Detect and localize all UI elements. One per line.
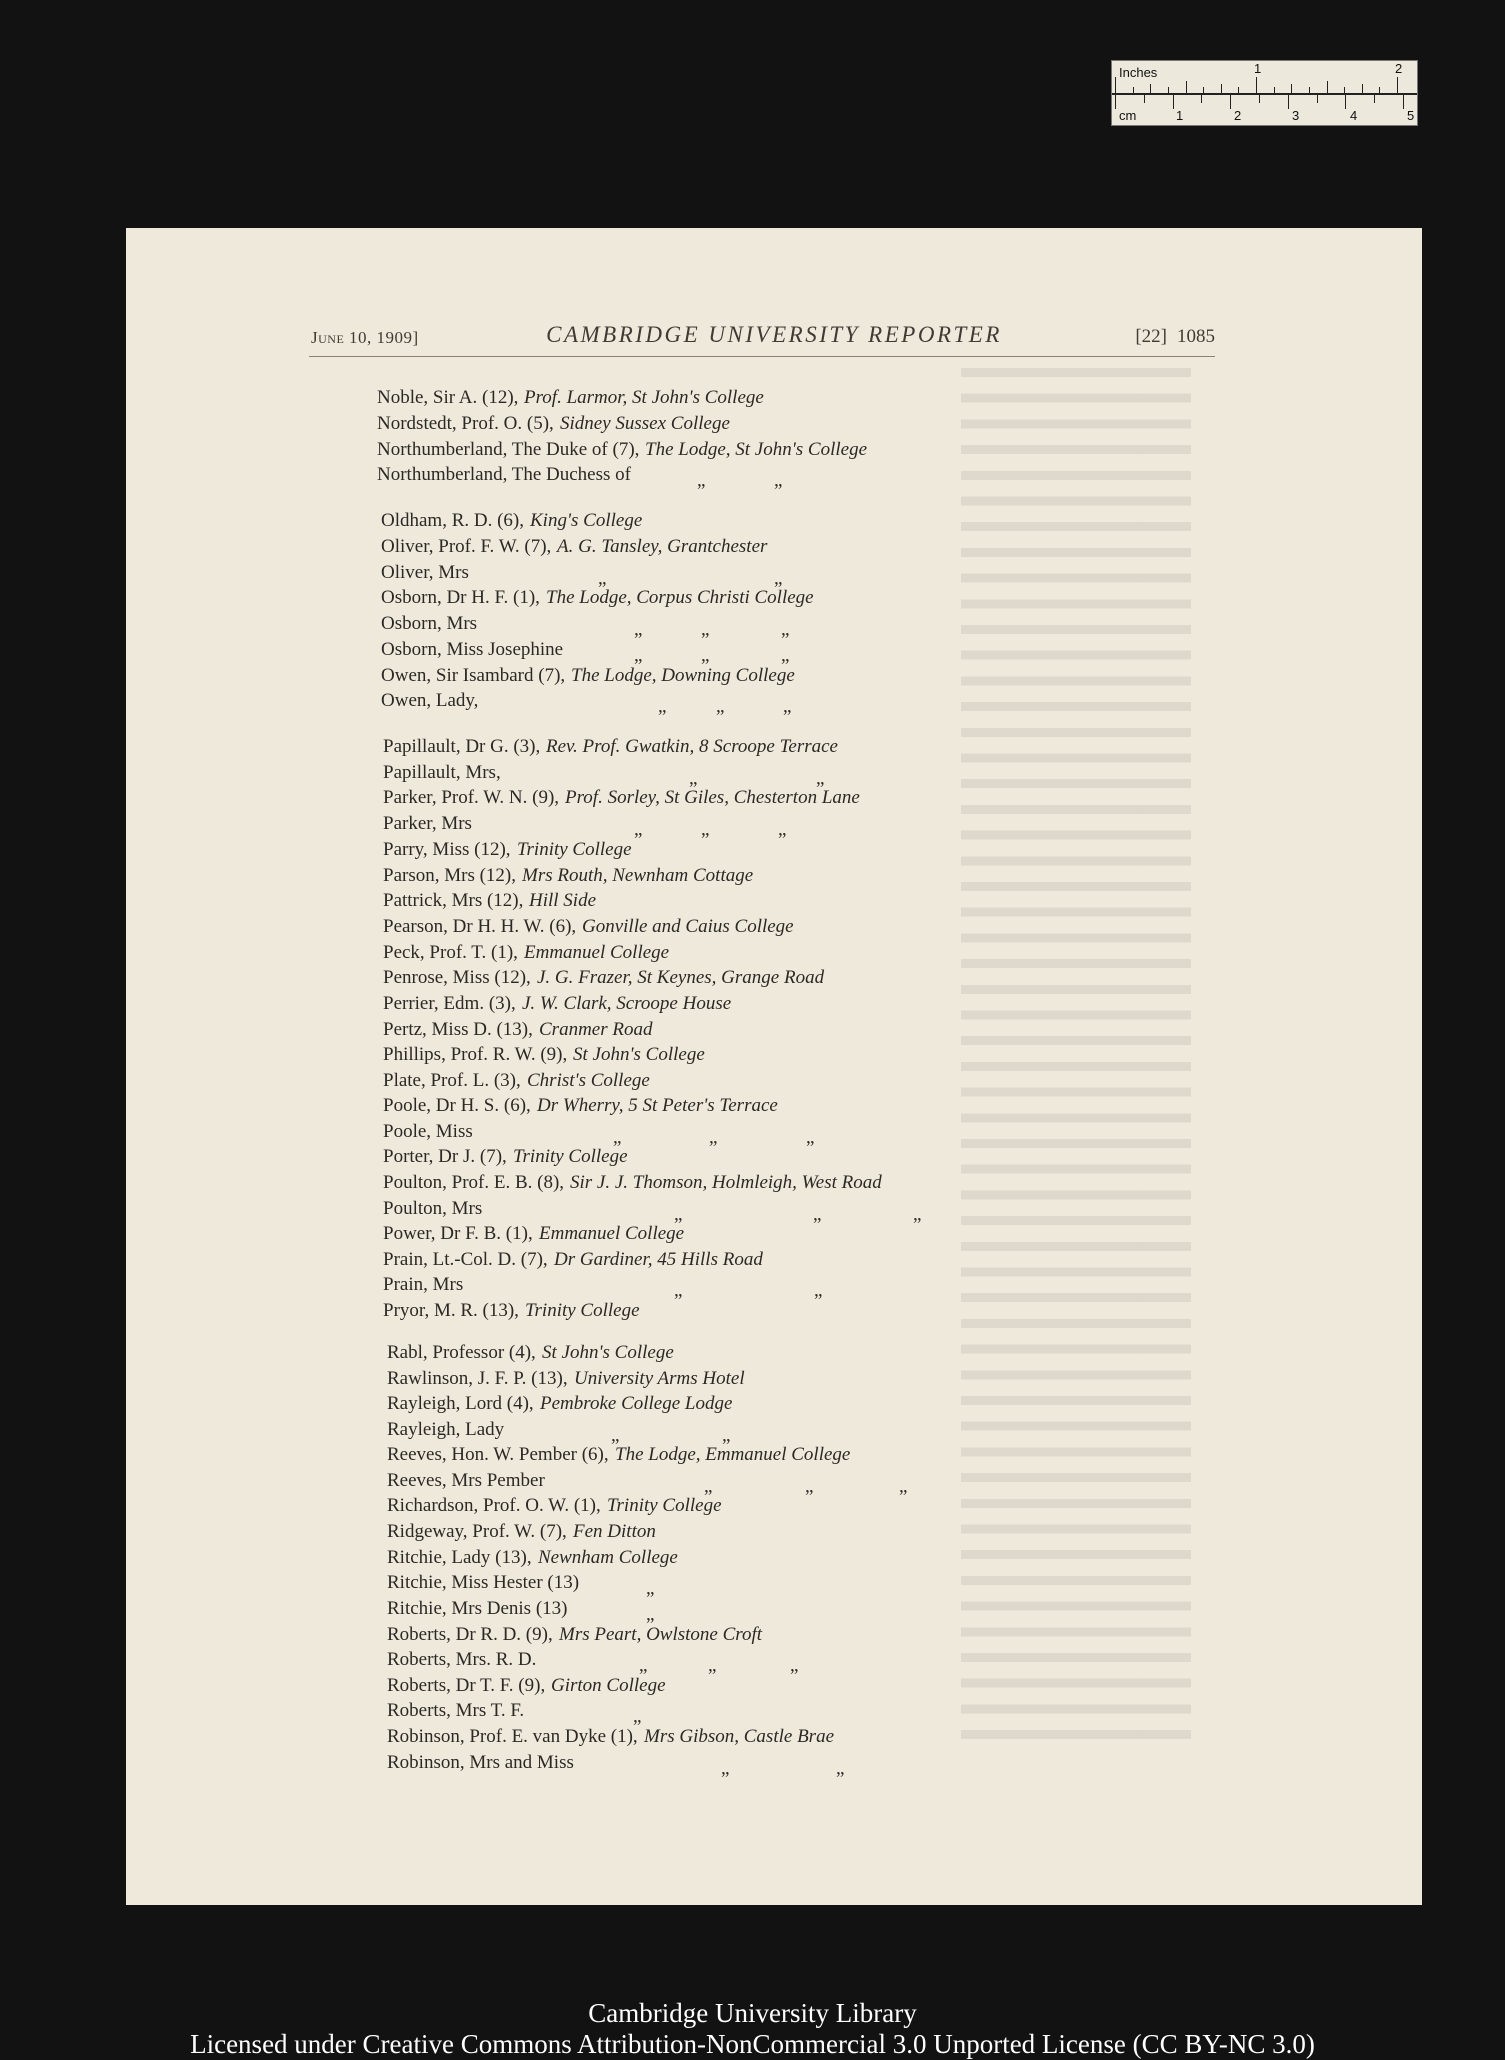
guest-name: Porter, Dr J. (7),: [383, 1146, 507, 1167]
guest-address: Dr Wherry, 5 St Peter's Terrace: [537, 1095, 778, 1116]
list-item: [126, 1274, 1422, 1300]
guest-address: King's College: [530, 510, 643, 531]
ditto-mark: „: [646, 1604, 655, 1625]
ditto-mark: „: [778, 819, 787, 840]
guest-address: Trinity College: [513, 1146, 628, 1167]
ditto-mark: „: [813, 1204, 822, 1225]
ditto-mark: „: [721, 1758, 730, 1779]
ruler-tick: [1327, 81, 1328, 93]
guest-address: J. W. Clark, Scroope House: [522, 993, 732, 1014]
guest-name: Parker, Mrs: [383, 813, 472, 834]
guest-address: Christ's College: [527, 1070, 650, 1091]
list-item: [126, 1470, 1422, 1496]
list-item: [126, 865, 1422, 891]
list-item: [126, 1368, 1422, 1394]
guest-address: Girton College: [551, 1675, 666, 1696]
list-item: [126, 1019, 1422, 1045]
list-item: [126, 1419, 1422, 1445]
guest-address: Trinity College: [607, 1495, 722, 1516]
ditto-mark: „: [716, 696, 725, 717]
ditto-mark: „: [814, 1280, 823, 1301]
ditto-mark: „: [783, 696, 792, 717]
ditto-mark: „: [646, 1578, 655, 1599]
list-item: [126, 1547, 1422, 1573]
guest-address: Sidney Sussex College: [560, 413, 730, 434]
ditto-mark: „: [633, 1706, 642, 1727]
guest-name: Rayleigh, Lord (4),: [387, 1393, 534, 1414]
list-item: [126, 639, 1422, 665]
list-item: [126, 665, 1422, 691]
ruler-inches-label: Inches: [1119, 65, 1158, 80]
list-item: [126, 387, 1422, 413]
guest-address: A. G. Tansley, Grantchester: [557, 536, 768, 557]
ruler-tick: [1173, 95, 1174, 109]
ruler-tick: [1230, 95, 1231, 109]
list-item: [126, 942, 1422, 968]
list-item: [126, 613, 1422, 639]
guest-name: Parson, Mrs (12),: [383, 865, 516, 886]
list-item: [126, 1146, 1422, 1172]
ruler-tick: [1317, 95, 1318, 103]
document-page: [126, 228, 1422, 1905]
list-item: [126, 1342, 1422, 1368]
guest-name: Roberts, Dr T. F. (9),: [387, 1675, 546, 1696]
list-item: [126, 1675, 1422, 1701]
ruler-tick: [1309, 87, 1310, 93]
guest-name: Roberts, Dr R. D. (9),: [387, 1624, 553, 1645]
guest-address: Prof. Larmor, St John's College: [524, 387, 764, 408]
ruler-cm-number: 1: [1176, 108, 1184, 123]
ditto-mark: „: [639, 1655, 648, 1676]
running-header: [126, 324, 1422, 354]
guest-name: Power, Dr F. B. (1),: [383, 1223, 533, 1244]
guest-name: Papillault, Dr G. (3),: [383, 736, 541, 757]
guest-name: Perrier, Edm. (3),: [383, 993, 516, 1014]
guest-address: Rev. Prof. Gwatkin, 8 Scroope Terrace: [546, 736, 838, 757]
guest-name: Plate, Prof. L. (3),: [383, 1070, 521, 1091]
guest-name: Roberts, Mrs T. F.: [387, 1700, 525, 1721]
list-item: [126, 1752, 1422, 1778]
guest-address: J. G. Frazer, St Keynes, Grange Road: [537, 967, 825, 988]
ditto-mark: „: [701, 619, 710, 640]
ditto-mark: „: [816, 768, 825, 789]
ditto-mark: „: [634, 819, 643, 840]
guest-name: Owen, Lady,: [381, 690, 479, 711]
guest-name: Northumberland, The Duke of (7),: [377, 439, 640, 460]
ruler-tick: [1203, 87, 1204, 93]
guest-name: Robinson, Prof. E. van Dyke (1),: [387, 1726, 638, 1747]
ditto-mark: „: [805, 1476, 814, 1497]
guest-address: Cranmer Road: [539, 1019, 653, 1040]
ditto-mark: „: [697, 470, 706, 491]
ruler-tick: [1238, 87, 1239, 93]
license-footer: [0, 1998, 1505, 2060]
ruler-cm-label: cm: [1119, 108, 1137, 123]
list-item: [126, 1598, 1422, 1624]
guest-address: Trinity College: [517, 839, 632, 860]
ditto-mark: „: [708, 1655, 717, 1676]
guest-name: Ridgeway, Prof. W. (7),: [387, 1521, 567, 1542]
ditto-mark: „: [781, 645, 790, 666]
guest-name: Poole, Dr H. S. (6),: [383, 1095, 531, 1116]
guest-name: Rawlinson, J. F. P. (13),: [387, 1368, 568, 1389]
ditto-mark: „: [899, 1476, 908, 1497]
guest-address: Emmanuel College: [524, 942, 670, 963]
guest-name: Reeves, Hon. W. Pember (6),: [387, 1444, 609, 1465]
guest-address: Prof. Sorley, St Giles, Chesterton Lane: [565, 787, 860, 808]
list-item: [126, 1172, 1422, 1198]
list-item: [126, 1521, 1422, 1547]
guest-name: Papillault, Mrs,: [383, 762, 501, 783]
ruler-tick: [1403, 95, 1404, 109]
ruler-tick: [1201, 95, 1202, 103]
guest-name: Roberts, Mrs. R. D.: [387, 1649, 537, 1670]
guest-address: Dr Gardiner, 45 Hills Road: [554, 1249, 763, 1270]
guest-name: Poulton, Mrs: [383, 1198, 483, 1219]
ruler-tick: [1379, 87, 1380, 93]
guest-name: Parry, Miss (12),: [383, 839, 511, 860]
ditto-mark: „: [674, 1204, 683, 1225]
ditto-mark: „: [634, 645, 643, 666]
guest-name: Prain, Mrs: [383, 1274, 464, 1295]
guest-address: The Lodge, Downing College: [571, 665, 795, 686]
list-item: [126, 510, 1422, 536]
guest-name: Pearson, Dr H. H. W. (6),: [383, 916, 577, 937]
guest-name: Northumberland, The Duchess of: [377, 464, 631, 485]
guest-address: Newnham College: [538, 1547, 678, 1568]
list-item: [126, 967, 1422, 993]
list-item: [126, 690, 1422, 716]
guest-name: Prain, Lt.-Col. D. (7),: [383, 1249, 548, 1270]
list-item: [126, 1223, 1422, 1249]
ditto-mark: „: [774, 470, 783, 491]
list-item: [126, 1095, 1422, 1121]
list-item: [126, 1393, 1422, 1419]
list-item: [126, 536, 1422, 562]
scale-ruler: [1111, 60, 1418, 126]
ruler-cm-number: 3: [1292, 108, 1300, 123]
guest-name: Reeves, Mrs Pember: [387, 1470, 545, 1491]
list-item: [126, 1700, 1422, 1726]
guest-address: Emmanuel College: [539, 1223, 685, 1244]
guest-name: Osborn, Dr H. F. (1),: [381, 587, 540, 608]
guest-name: Noble, Sir A. (12),: [377, 387, 519, 408]
ditto-mark: „: [790, 1655, 799, 1676]
list-item: [126, 916, 1422, 942]
list-item: [126, 787, 1422, 813]
list-item: [126, 562, 1422, 588]
ditto-mark: „: [598, 568, 607, 589]
ruler-tick: [1115, 77, 1116, 93]
guest-name: Ritchie, Mrs Denis (13): [387, 1598, 568, 1619]
ruler-tick: [1256, 77, 1257, 93]
list-item: [126, 439, 1422, 465]
list-item: [126, 762, 1422, 788]
list-item: [126, 1044, 1422, 1070]
ditto-mark: „: [836, 1758, 845, 1779]
ditto-mark: „: [774, 568, 783, 589]
ruler-tick: [1115, 95, 1116, 109]
guest-address: Fen Ditton: [573, 1521, 656, 1542]
list-item: [126, 890, 1422, 916]
issue-number: [22]: [1135, 326, 1167, 347]
journal-title: CAMBRIDGE UNIVERSITY REPORTER: [546, 322, 1002, 347]
guest-name: Poulton, Prof. E. B. (8),: [383, 1172, 565, 1193]
ditto-mark: „: [913, 1204, 922, 1225]
license-text: Licensed under Creative Commons Attribution-NonCommercial 3.0 Unported License (CC BY-NC 3.0): [190, 2029, 1315, 2059]
guest-address: Mrs Routh, Newnham Cottage: [522, 865, 754, 886]
ruler-tick: [1291, 84, 1292, 93]
list-item: [126, 1495, 1422, 1521]
list-item: [126, 1300, 1422, 1326]
list-item: [126, 736, 1422, 762]
guest-address: Gonville and Caius College: [582, 916, 794, 937]
guest-name: Poole, Miss: [383, 1121, 473, 1142]
guest-address: Hill Side: [529, 890, 597, 911]
issue-date: June 10, 1909]: [311, 328, 419, 347]
list-item: [126, 1121, 1422, 1147]
guest-name: Pertz, Miss D. (13),: [383, 1019, 533, 1040]
guest-address: The Lodge, Emmanuel College: [615, 1444, 851, 1465]
guest-address: University Arms Hotel: [574, 1368, 745, 1389]
guest-address: Trinity College: [525, 1300, 640, 1321]
list-item: [126, 813, 1422, 839]
guest-name: Ritchie, Lady (13),: [387, 1547, 532, 1568]
ruler-tick: [1133, 87, 1134, 93]
ruler-tick: [1150, 84, 1151, 93]
list-item: [126, 1444, 1422, 1470]
list-item: [126, 413, 1422, 439]
ruler-inch-label: 2: [1395, 61, 1403, 76]
guest-address: St John's College: [573, 1044, 705, 1065]
guest-address: Sir J. J. Thomson, Holmleigh, West Road: [570, 1172, 882, 1193]
guest-address: Pembroke College Lodge: [540, 1393, 733, 1414]
ruler-tick: [1288, 95, 1289, 109]
ruler-tick: [1144, 95, 1145, 103]
list-item: [126, 1624, 1422, 1650]
ditto-mark: „: [658, 696, 667, 717]
page-number: 1085: [1177, 326, 1215, 347]
ditto-mark: „: [689, 768, 698, 789]
guest-name: Nordstedt, Prof. O. (5),: [377, 413, 554, 434]
ruler-inch-label: 1: [1254, 61, 1262, 76]
guest-name: Osborn, Miss Josephine: [381, 639, 564, 660]
ruler-tick: [1168, 87, 1169, 93]
list-item: [126, 1249, 1422, 1275]
list-item: [126, 1726, 1422, 1752]
guest-name: Penrose, Miss (12),: [383, 967, 531, 988]
header-rule: [309, 356, 1215, 357]
ruler-cm-number: 5: [1407, 108, 1415, 123]
ruler-tick: [1362, 84, 1363, 93]
guest-name: Oliver, Mrs: [381, 562, 469, 583]
guest-name: Osborn, Mrs: [381, 613, 478, 634]
guest-name: Phillips, Prof. R. W. (9),: [383, 1044, 568, 1065]
ditto-mark: „: [704, 1476, 713, 1497]
guest-name: Ritchie, Miss Hester (13): [387, 1572, 580, 1593]
list-item: [126, 1649, 1422, 1675]
ruler-tick: [1259, 95, 1260, 103]
ditto-mark: „: [613, 1127, 622, 1148]
ruler-tick: [1344, 87, 1345, 93]
guest-name: Parker, Prof. W. N. (9),: [383, 787, 560, 808]
ruler-tick: [1186, 81, 1187, 93]
ditto-mark: „: [709, 1127, 718, 1148]
guest-name: Rayleigh, Lady: [387, 1419, 505, 1440]
guest-name: Rabl, Professor (4),: [387, 1342, 536, 1363]
guest-name: Pryor, M. R. (13),: [383, 1300, 519, 1321]
list-item: [126, 839, 1422, 865]
list-item: [126, 1572, 1422, 1598]
list-item: [126, 1198, 1422, 1224]
list-item: [126, 1070, 1422, 1096]
ruler-cm-number: 4: [1350, 108, 1358, 123]
ruler-tick: [1374, 95, 1375, 103]
ruler-center-line: [1112, 93, 1417, 95]
guest-address: St John's College: [542, 1342, 674, 1363]
ditto-mark: „: [611, 1425, 620, 1446]
guest-name: Oldham, R. D. (6),: [381, 510, 525, 531]
ditto-mark: „: [701, 645, 710, 666]
list-item: [126, 993, 1422, 1019]
ruler-tick: [1345, 95, 1346, 109]
guest-address: Mrs Gibson, Castle Brae: [644, 1726, 834, 1747]
guest-name: Owen, Sir Isambard (7),: [381, 665, 566, 686]
list-item: [126, 587, 1422, 613]
guest-name: Richardson, Prof. O. W. (1),: [387, 1495, 601, 1516]
guest-name: Robinson, Mrs and Miss: [387, 1752, 574, 1773]
guest-address: The Lodge, St John's College: [645, 439, 868, 460]
ruler-tick: [1274, 87, 1275, 93]
ditto-mark: „: [722, 1425, 731, 1446]
guest-address: The Lodge, Corpus Christi College: [546, 587, 814, 608]
list-item: [126, 464, 1422, 490]
ditto-mark: „: [674, 1280, 683, 1301]
ditto-mark: „: [781, 619, 790, 640]
ditto-mark: „: [701, 819, 710, 840]
library-credit: Cambridge University Library: [588, 1998, 917, 2028]
guest-name: Peck, Prof. T. (1),: [383, 942, 518, 963]
ditto-mark: „: [806, 1127, 815, 1148]
guest-name: Oliver, Prof. F. W. (7),: [381, 536, 552, 557]
ruler-tick: [1221, 84, 1222, 93]
ruler-tick: [1397, 77, 1398, 93]
guest-name: Pattrick, Mrs (12),: [383, 890, 524, 911]
ruler-cm-number: 2: [1234, 108, 1242, 123]
ditto-mark: „: [634, 619, 643, 640]
guest-address: Mrs Peart, Owlstone Croft: [559, 1624, 763, 1645]
